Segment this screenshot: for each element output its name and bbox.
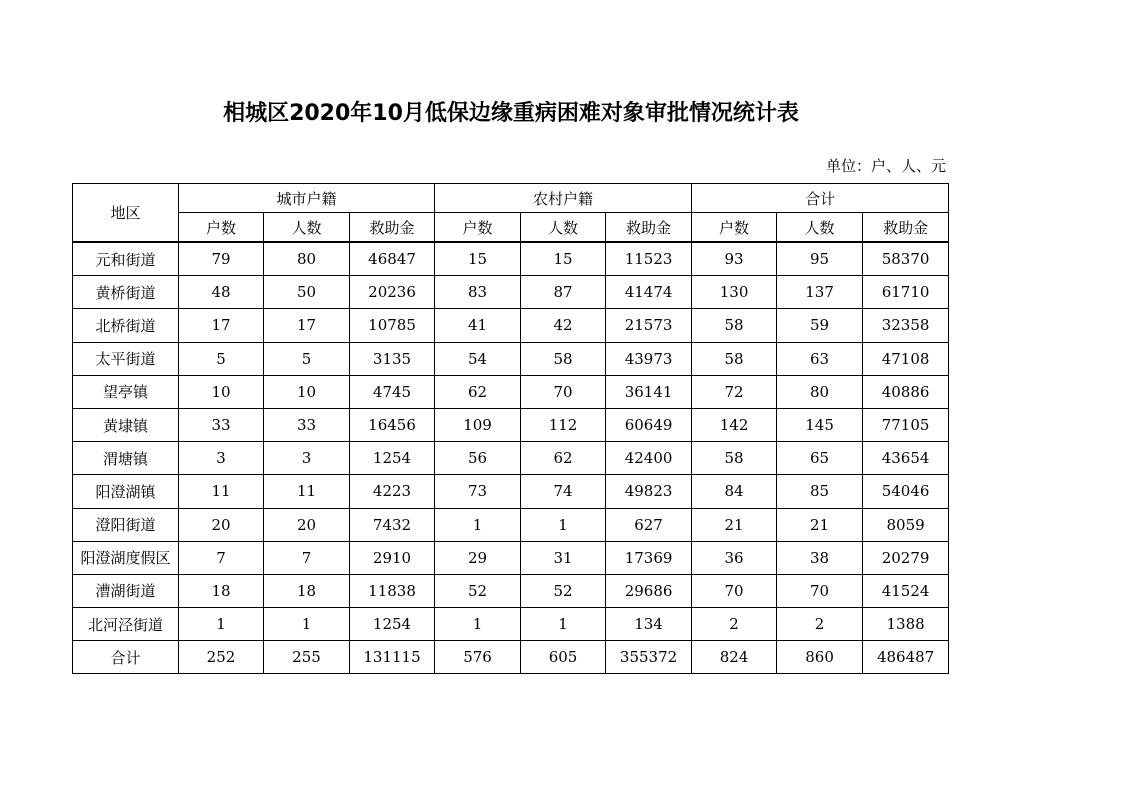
value-cell: 145 [777, 408, 863, 441]
table-row [73, 276, 949, 309]
value-cell: 41524 [863, 574, 949, 607]
sub-header: 救助金 [863, 213, 949, 243]
table-body [73, 242, 949, 674]
value-cell: 17369 [606, 541, 692, 574]
header-row-sub [73, 213, 949, 243]
value-cell: 42400 [606, 442, 692, 475]
value-cell: 11838 [350, 574, 435, 607]
value-cell: 1 [521, 608, 606, 641]
value-cell: 21 [777, 508, 863, 541]
value-cell: 134 [606, 608, 692, 641]
value-cell: 109 [435, 408, 521, 441]
sub-header: 户数 [179, 213, 264, 243]
value-cell: 3 [179, 442, 264, 475]
value-cell: 58 [692, 442, 777, 475]
value-cell: 48 [179, 276, 264, 309]
region-header: 地区 [73, 184, 179, 243]
value-cell: 58 [521, 342, 606, 375]
value-cell: 137 [777, 276, 863, 309]
region-cell: 北河泾街道 [73, 608, 179, 641]
sub-header: 救助金 [350, 213, 435, 243]
value-cell: 58370 [863, 242, 949, 276]
sub-header: 户数 [435, 213, 521, 243]
value-cell: 3 [264, 442, 350, 475]
value-cell: 20 [264, 508, 350, 541]
group-header-urban: 城市户籍 [179, 184, 435, 213]
value-cell: 15 [521, 242, 606, 276]
value-cell: 860 [777, 641, 863, 674]
region-cell: 太平街道 [73, 342, 179, 375]
value-cell: 74 [521, 475, 606, 508]
value-cell: 17 [264, 309, 350, 342]
value-cell: 83 [435, 276, 521, 309]
value-cell: 70 [692, 574, 777, 607]
value-cell: 20236 [350, 276, 435, 309]
group-header-rural: 农村户籍 [435, 184, 692, 213]
value-cell: 80 [777, 375, 863, 408]
value-cell: 61710 [863, 276, 949, 309]
value-cell: 54046 [863, 475, 949, 508]
value-cell: 52 [521, 574, 606, 607]
value-cell: 95 [777, 242, 863, 276]
value-cell: 7 [179, 541, 264, 574]
value-cell: 20279 [863, 541, 949, 574]
sub-header: 人数 [264, 213, 350, 243]
value-cell: 8059 [863, 508, 949, 541]
value-cell: 42 [521, 309, 606, 342]
table-row [73, 608, 949, 641]
value-cell: 5 [264, 342, 350, 375]
value-cell: 33 [264, 408, 350, 441]
table-row [73, 242, 949, 276]
value-cell: 65 [777, 442, 863, 475]
value-cell: 59 [777, 309, 863, 342]
value-cell: 80 [264, 242, 350, 276]
value-cell: 112 [521, 408, 606, 441]
value-cell: 1388 [863, 608, 949, 641]
value-cell: 11523 [606, 242, 692, 276]
sub-header: 救助金 [606, 213, 692, 243]
value-cell: 4223 [350, 475, 435, 508]
value-cell: 29 [435, 541, 521, 574]
value-cell: 43654 [863, 442, 949, 475]
value-cell: 79 [179, 242, 264, 276]
value-cell: 52 [435, 574, 521, 607]
value-cell: 576 [435, 641, 521, 674]
value-cell: 142 [692, 408, 777, 441]
value-cell: 17 [179, 309, 264, 342]
value-cell: 7 [264, 541, 350, 574]
value-cell: 72 [692, 375, 777, 408]
value-cell: 62 [435, 375, 521, 408]
value-cell: 18 [264, 574, 350, 607]
table-row [73, 408, 949, 441]
value-cell: 36141 [606, 375, 692, 408]
value-cell: 41474 [606, 276, 692, 309]
value-cell: 40886 [863, 375, 949, 408]
value-cell: 824 [692, 641, 777, 674]
table-row [73, 574, 949, 607]
value-cell: 252 [179, 641, 264, 674]
value-cell: 56 [435, 442, 521, 475]
value-cell: 46847 [350, 242, 435, 276]
table-row [73, 541, 949, 574]
value-cell: 16456 [350, 408, 435, 441]
value-cell: 1254 [350, 608, 435, 641]
sub-header: 人数 [777, 213, 863, 243]
value-cell: 70 [521, 375, 606, 408]
value-cell: 15 [435, 242, 521, 276]
value-cell: 87 [521, 276, 606, 309]
value-cell: 11 [179, 475, 264, 508]
value-cell: 130 [692, 276, 777, 309]
value-cell: 85 [777, 475, 863, 508]
value-cell: 1254 [350, 442, 435, 475]
value-cell: 84 [692, 475, 777, 508]
table-row [73, 475, 949, 508]
region-cell: 阳澄湖镇 [73, 475, 179, 508]
region-cell: 澄阳街道 [73, 508, 179, 541]
group-header-total: 合计 [692, 184, 949, 213]
value-cell: 2 [777, 608, 863, 641]
unit-label: 单位：户、人、元 [825, 157, 946, 175]
value-cell: 131115 [350, 641, 435, 674]
value-cell: 21573 [606, 309, 692, 342]
value-cell: 32358 [863, 309, 949, 342]
value-cell: 20 [179, 508, 264, 541]
value-cell: 1 [179, 608, 264, 641]
region-cell: 望亭镇 [73, 375, 179, 408]
region-cell: 漕湖街道 [73, 574, 179, 607]
value-cell: 70 [777, 574, 863, 607]
value-cell: 10785 [350, 309, 435, 342]
value-cell: 54 [435, 342, 521, 375]
value-cell: 21 [692, 508, 777, 541]
value-cell: 2910 [350, 541, 435, 574]
value-cell: 58 [692, 309, 777, 342]
value-cell: 77105 [863, 408, 949, 441]
region-cell: 元和街道 [73, 242, 179, 276]
value-cell: 47108 [863, 342, 949, 375]
value-cell: 49823 [606, 475, 692, 508]
value-cell: 605 [521, 641, 606, 674]
value-cell: 1 [435, 508, 521, 541]
table-row [73, 442, 949, 475]
value-cell: 31 [521, 541, 606, 574]
table-row [73, 508, 949, 541]
value-cell: 5 [179, 342, 264, 375]
value-cell: 62 [521, 442, 606, 475]
value-cell: 255 [264, 641, 350, 674]
value-cell: 29686 [606, 574, 692, 607]
total-row [73, 641, 949, 674]
value-cell: 7432 [350, 508, 435, 541]
value-cell: 60649 [606, 408, 692, 441]
value-cell: 93 [692, 242, 777, 276]
sub-header: 人数 [521, 213, 606, 243]
value-cell: 10 [179, 375, 264, 408]
sub-header: 户数 [692, 213, 777, 243]
value-cell: 33 [179, 408, 264, 441]
table-row [73, 309, 949, 342]
value-cell: 58 [692, 342, 777, 375]
value-cell: 1 [521, 508, 606, 541]
region-cell: 北桥街道 [73, 309, 179, 342]
value-cell: 73 [435, 475, 521, 508]
statistics-table [72, 183, 949, 674]
value-cell: 1 [264, 608, 350, 641]
value-cell: 627 [606, 508, 692, 541]
value-cell: 1 [435, 608, 521, 641]
value-cell: 10 [264, 375, 350, 408]
region-cell: 阳澄湖度假区 [73, 541, 179, 574]
value-cell: 355372 [606, 641, 692, 674]
value-cell: 43973 [606, 342, 692, 375]
region-cell: 合计 [73, 641, 179, 674]
value-cell: 50 [264, 276, 350, 309]
value-cell: 2 [692, 608, 777, 641]
region-cell: 黄桥街道 [73, 276, 179, 309]
value-cell: 3135 [350, 342, 435, 375]
value-cell: 4745 [350, 375, 435, 408]
value-cell: 36 [692, 541, 777, 574]
value-cell: 11 [264, 475, 350, 508]
value-cell: 38 [777, 541, 863, 574]
value-cell: 486487 [863, 641, 949, 674]
header-row-groups [73, 184, 949, 213]
value-cell: 63 [777, 342, 863, 375]
value-cell: 18 [179, 574, 264, 607]
page-title: 相城区2020年10月低保边缘重病困难对象审批情况统计表 [223, 101, 799, 126]
value-cell: 41 [435, 309, 521, 342]
region-cell: 黄埭镇 [73, 408, 179, 441]
table-row [73, 342, 949, 375]
table-row [73, 375, 949, 408]
region-cell: 渭塘镇 [73, 442, 179, 475]
